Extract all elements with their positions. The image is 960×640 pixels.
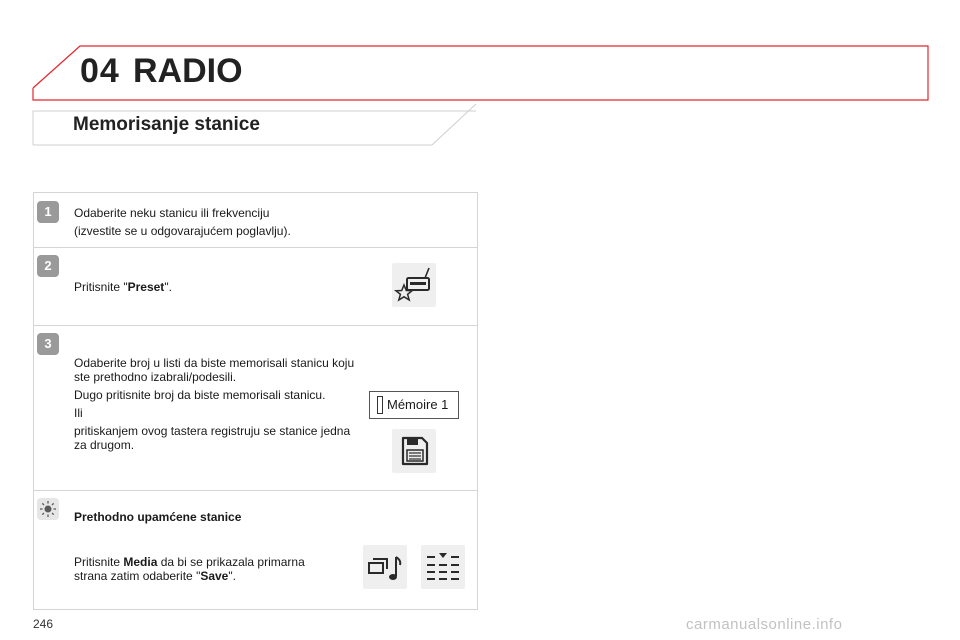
step-3-text bbox=[74, 356, 359, 456]
step-2-prefix: Pritisnite " bbox=[74, 280, 128, 294]
step-1 bbox=[34, 193, 477, 248]
steps-panel bbox=[33, 192, 478, 610]
preset-label: Preset bbox=[127, 280, 165, 294]
chapter-title: RADIO bbox=[133, 52, 243, 90]
step-2 bbox=[34, 248, 477, 326]
tip-mid: da bi se prikazala primarna strana zatim odaberite " bbox=[74, 555, 305, 583]
radio-preset-icon[interactable] bbox=[392, 263, 436, 307]
lightbulb-icon bbox=[37, 498, 59, 520]
save-floppy-icon[interactable] bbox=[392, 429, 436, 473]
step-3-p1: Odaberite broj u listi da biste memorisali stanicu koju ste prethodno izabrali/podesili. bbox=[74, 356, 355, 384]
step-2-suffix: ". bbox=[164, 280, 172, 294]
step-1-text bbox=[74, 206, 291, 242]
list-menu-icon[interactable] bbox=[421, 545, 465, 589]
step-badge: 3 bbox=[37, 333, 59, 355]
step-3-p2: Dugo pritisnite broj da biste memorisali stanicu. bbox=[74, 388, 326, 402]
memoire-button[interactable] bbox=[369, 391, 459, 419]
tip-pre: Pritisnite bbox=[74, 555, 124, 569]
tip-box bbox=[34, 491, 477, 609]
chapter-number: 04 bbox=[80, 52, 120, 90]
step-2-text bbox=[74, 280, 172, 294]
tip-text bbox=[74, 555, 334, 583]
page-number: 246 bbox=[33, 617, 54, 631]
section-title: Memorisanje stanice bbox=[73, 114, 260, 135]
media-label: Media bbox=[123, 555, 158, 569]
step-1-line-2: (izvestite se u odgovarajućem poglavlju). bbox=[74, 224, 291, 238]
save-label: Save bbox=[200, 569, 229, 583]
step-badge: 2 bbox=[37, 255, 59, 277]
preset-bar-icon bbox=[377, 396, 383, 414]
watermark: carmanualsonline.info bbox=[686, 616, 843, 633]
memoire-label: Mémoire 1 bbox=[387, 397, 449, 412]
tip-post: ". bbox=[228, 569, 236, 583]
media-music-icon[interactable] bbox=[363, 545, 407, 589]
step-1-line-1: Odaberite neku stanicu ili frekvenciju bbox=[74, 206, 270, 220]
step-3-p4: pritiskanjem ovog tastera registruju se stanice jedna za drugom. bbox=[74, 424, 351, 452]
step-3 bbox=[34, 326, 477, 491]
tip-heading: Prethodno upamćene stanice bbox=[74, 510, 242, 524]
step-3-p3: Ili bbox=[74, 406, 83, 420]
step-badge: 1 bbox=[37, 201, 59, 223]
